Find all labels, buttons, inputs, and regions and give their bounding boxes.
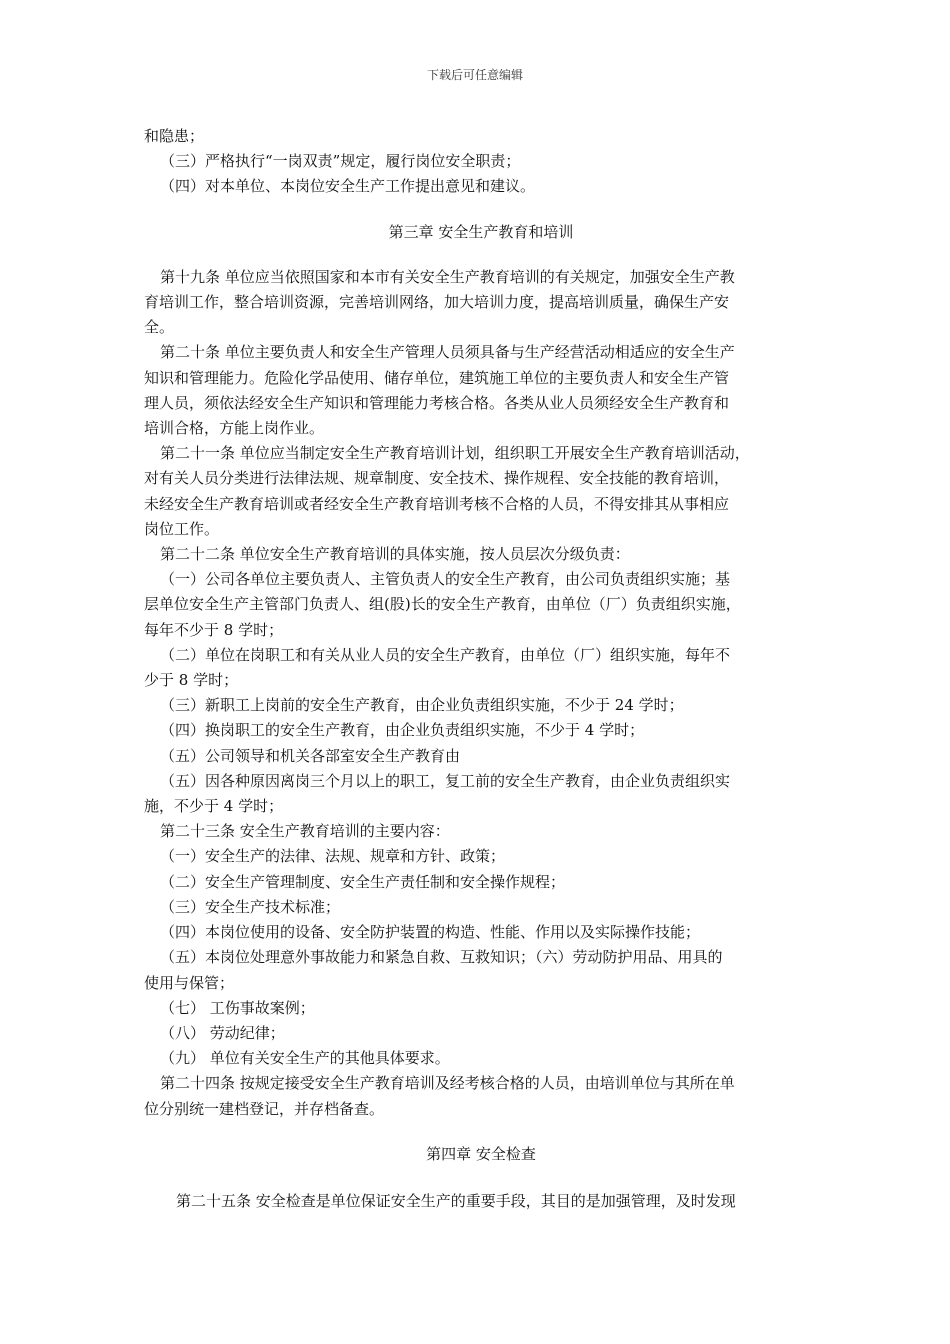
text-line: （九） 单位有关安全生产的其他具体要求。: [160, 1049, 450, 1068]
text-line: （八） 劳动纪律；: [160, 1023, 285, 1042]
text-line: （七） 工伤事故案例；: [160, 998, 315, 1017]
text-line: （五）公司领导和机关各部室安全生产教育由: [160, 746, 461, 765]
text-line: 少于 8 学时；: [144, 671, 239, 690]
text-line: （四）本岗位使用的设备、安全防护装置的构造、性能、作用以及实际操作技能；: [160, 923, 701, 942]
text-line: 使用与保管；: [144, 973, 235, 992]
chapter-heading: 第三章 安全生产教育和培训: [388, 222, 574, 241]
text-line: 第二十三条 安全生产教育培训的主要内容：: [160, 822, 450, 841]
text-line: 岗位工作。: [144, 519, 220, 538]
text-line: （一）安全生产的法律、法规、规章和方针、政策；: [160, 847, 506, 866]
text-line: 施，不少于 4 学时；: [144, 797, 284, 816]
text-line: 第二十四条 按规定接受安全生产教育培训及经考核合格的人员，由培训单位与其所在单: [160, 1074, 735, 1093]
text-line: （三）新职工上岗前的安全生产教育，由企业负责组织实施，不少于 24 学时；: [160, 696, 684, 715]
text-line: （二）安全生产管理制度、安全生产责任制和安全操作规程；: [160, 872, 566, 891]
text-line: （三）严格执行“一岗双责”规定，履行岗位安全职责；: [160, 152, 521, 171]
text-line: （三）安全生产技术标准；: [160, 897, 341, 916]
text-line: 培训合格，方能上岗作业。: [144, 419, 325, 438]
text-line: 和隐患；: [144, 127, 205, 145]
text-line: 未经安全生产教育培训或者经安全生产教育培训考核不合格的人员，不得安排其从事相应: [144, 494, 730, 513]
text-line: 第十九条 单位应当依照国家和本市有关安全生产教育培训的有关规定，加强安全生产教: [160, 267, 735, 286]
text-line: 层单位安全生产主管部门负责人、组(股)长的安全生产教育，由单位（厂）负责组织实施，: [144, 595, 741, 614]
text-line: （一）公司各单位主要负责人、主管负责人的安全生产教育，由公司负责组织实施；基: [160, 570, 731, 589]
chapter-heading: 第四章 安全检查: [426, 1144, 536, 1163]
text-line: 第二十五条 安全检查是单位保证安全生产的重要手段，其目的是加强管理，及时发现: [176, 1191, 736, 1210]
text-line: 位分别统一建档登记，并存档备查。: [144, 1099, 385, 1118]
text-line: （二）单位在岗职工和有关从业人员的安全生产教育，由单位（厂）组织实施，每年不: [160, 645, 731, 664]
text-line: （四）换岗职工的安全生产教育，由企业负责组织实施，不少于 4 学时；: [160, 721, 645, 740]
text-line: 知识和管理能力。危险化学品使用、储存单位，建筑施工单位的主要负责人和安全生产管: [144, 368, 730, 387]
page-header: 下载后可任意编辑: [426, 68, 523, 82]
text-line: （五）因各种原因离岗三个月以上的职工，复工前的安全生产教育，由企业负责组织实: [160, 771, 731, 790]
text-line: 第二十二条 单位安全生产教育培训的具体实施，按人员层次分级负责：: [160, 545, 630, 564]
text-line: 第二十条 单位主要负责人和安全生产管理人员须具备与生产经营活动相适应的安全生产: [160, 343, 735, 362]
text-line: 育培训工作，整合培训资源，完善培训网络，加大培训力度，提高培训质量，确保生产安: [144, 293, 730, 312]
text-line: 全。: [144, 318, 175, 337]
text-line: （五）本岗位处理意外事故能力和紧急自救、互救知识；（六）劳动防护用品、用具的: [160, 948, 723, 967]
text-line: 第二十一条 单位应当制定安全生产教育培训计划，组织职工开展安全生产教育培训活动，: [160, 444, 750, 463]
text-line: 每年不少于 8 学时；: [144, 620, 284, 639]
document-body: [144, 124, 818, 1214]
text-line: 对有关人员分类进行法律法规、规章制度、安全技术、操作规程、安全技能的教育培训，: [144, 469, 730, 488]
text-line: 理人员，须依法经安全生产知识和管理能力考核合格。各类从业人员须经安全生产教育和: [144, 393, 730, 412]
text-line: （四）对本单位、本岗位安全生产工作提出意见和建议。: [160, 177, 536, 196]
